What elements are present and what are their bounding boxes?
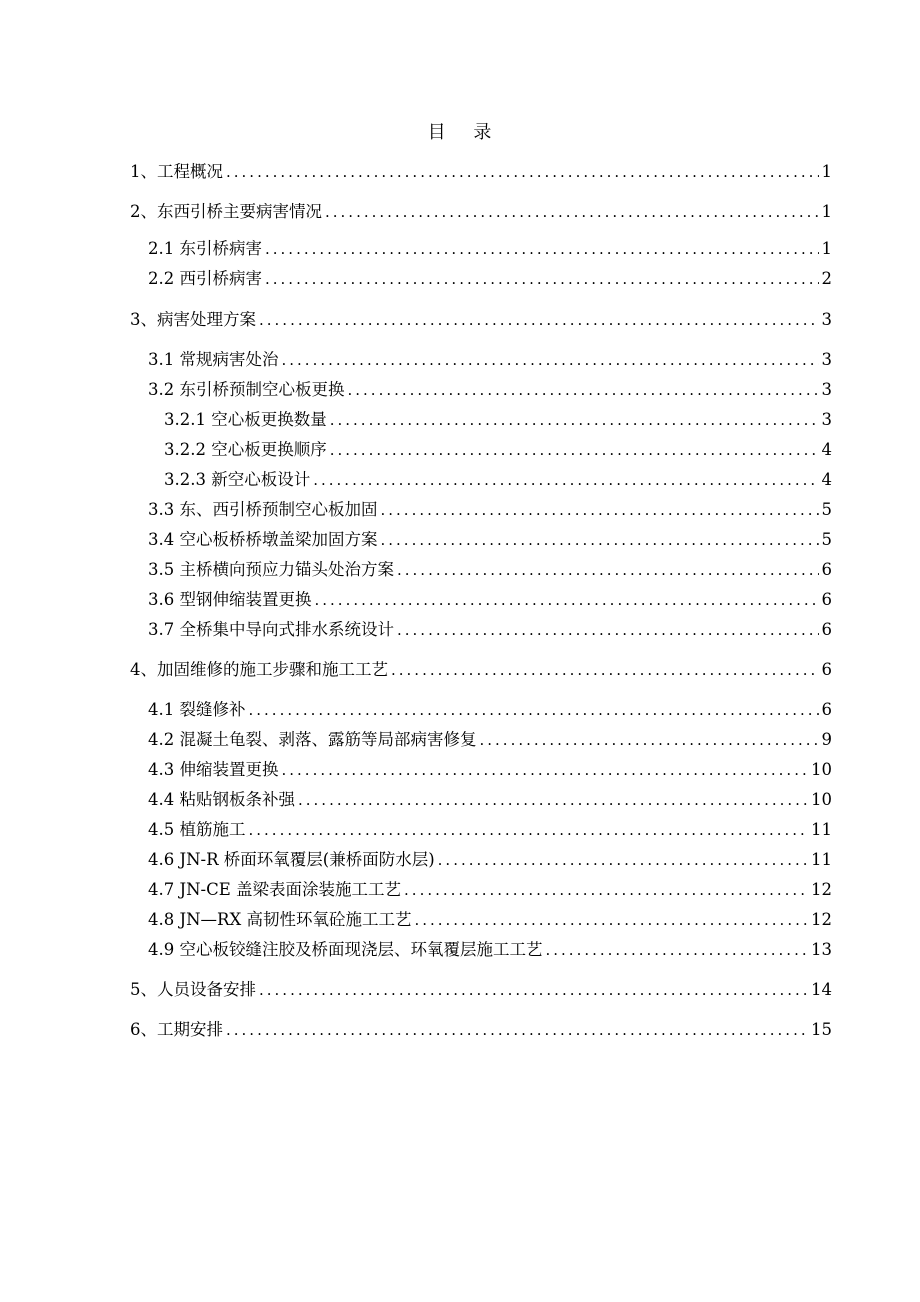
- toc-entry-page: 6: [821, 590, 832, 609]
- toc-entry[interactable]: [148, 758, 832, 782]
- toc-entry[interactable]: [148, 528, 832, 552]
- toc-leader-dots: [391, 658, 819, 682]
- toc-leader-dots: [414, 908, 808, 932]
- toc-entry-page: 14: [811, 980, 832, 999]
- toc-leader-dots: [249, 698, 819, 722]
- toc-entry[interactable]: [164, 468, 832, 492]
- toc-leader-dots: [546, 938, 809, 962]
- toc-entry-label: 3.3 东、西引桥预制空心板加固: [148, 500, 378, 519]
- toc-entry-label: 3.7 全桥集中导向式排水系统设计: [148, 620, 394, 639]
- toc-entry-page: 5: [821, 500, 832, 519]
- toc-entry-label: 4.3 伸缩装置更换: [148, 760, 279, 779]
- toc-entry-page: 15: [811, 1020, 832, 1039]
- toc-entry-label: 3.2.3 新空心板设计: [164, 470, 311, 489]
- toc-entry[interactable]: [148, 267, 832, 291]
- toc-leader-dots: [397, 618, 819, 642]
- toc-entry[interactable]: [148, 848, 832, 872]
- toc-entry[interactable]: [130, 658, 832, 682]
- toc-entry-page: 10: [811, 760, 832, 779]
- toc-entry-label: 3、病害处理方案: [130, 310, 256, 329]
- toc-entry-page: 12: [811, 880, 832, 899]
- toc-entry[interactable]: [148, 728, 832, 752]
- toc-entry-page: 12: [811, 910, 832, 929]
- toc-leader-dots: [259, 308, 819, 332]
- toc-entry[interactable]: [148, 788, 832, 812]
- toc-entry-page: 2: [821, 269, 832, 288]
- toc-entry-label: 2、东西引桥主要病害情况: [130, 202, 322, 221]
- toc-entry-page: 5: [821, 530, 832, 549]
- toc-entry-page: 1: [821, 202, 832, 221]
- toc-entry-page: 3: [821, 380, 832, 399]
- toc-entry-label: 5、人员设备安排: [130, 980, 256, 999]
- toc-entry-label: 3.2.1 空心板更换数量: [164, 410, 327, 429]
- toc-entry-label: 3.2 东引桥预制空心板更换: [148, 380, 345, 399]
- toc-entry-page: 11: [811, 850, 832, 869]
- toc-leader-dots: [330, 408, 819, 432]
- toc-entry-page: 11: [811, 820, 832, 839]
- toc-entry[interactable]: [164, 408, 832, 432]
- toc-entry-label: 6、工期安排: [130, 1020, 223, 1039]
- toc-entry[interactable]: [164, 438, 832, 462]
- toc-entry[interactable]: [130, 978, 832, 1002]
- toc-leader-dots: [226, 1018, 808, 1042]
- toc-leader-dots: [282, 348, 819, 372]
- toc-entry-page: 6: [821, 620, 832, 639]
- toc-entry-page: 4: [821, 470, 832, 489]
- toc-entry-label: 4.1 裂缝修补: [148, 700, 246, 719]
- toc-entry[interactable]: [148, 237, 832, 261]
- toc-entry-page: 13: [811, 940, 832, 959]
- toc-entry-page: 6: [821, 560, 832, 579]
- toc-entry-label: 4.7 JN-CE 盖梁表面涂装施工工艺: [148, 880, 402, 899]
- toc-entry-page: 4: [821, 440, 832, 459]
- toc-leader-dots: [226, 160, 819, 184]
- toc-entry[interactable]: [130, 200, 832, 224]
- toc-leader-dots: [330, 438, 819, 462]
- toc-leader-dots: [315, 588, 819, 612]
- toc-entry-page: 3: [821, 410, 832, 429]
- toc-entry[interactable]: [148, 498, 832, 522]
- toc-entry-page: 9: [821, 730, 832, 749]
- toc-entry-label: 4.5 植筋施工: [148, 820, 246, 839]
- toc-entry-label: 2.1 东引桥病害: [148, 239, 262, 258]
- toc-entry-page: 1: [821, 162, 832, 181]
- toc-entry-label: 3.2.2 空心板更换顺序: [164, 440, 327, 459]
- toc-entry[interactable]: [148, 878, 832, 902]
- toc-entry-label: 3.6 型钢伸缩装置更换: [148, 590, 312, 609]
- toc-entry-page: 6: [821, 660, 832, 679]
- toc-entry[interactable]: [130, 308, 832, 332]
- toc-leader-dots: [313, 468, 818, 492]
- toc-leader-dots: [480, 728, 819, 752]
- toc-leader-dots: [381, 498, 819, 522]
- toc-leader-dots: [298, 788, 808, 812]
- toc-entry[interactable]: [148, 618, 832, 642]
- toc-leader-dots: [381, 528, 819, 552]
- toc-leader-dots: [325, 200, 819, 224]
- toc-entry[interactable]: [130, 1018, 832, 1042]
- toc-entry-page: 6: [821, 700, 832, 719]
- toc-entry[interactable]: [148, 378, 832, 402]
- toc-leader-dots: [282, 758, 809, 782]
- toc-leader-dots: [438, 848, 808, 872]
- toc-entry-label: 3.1 常规病害处治: [148, 350, 279, 369]
- toc-entry[interactable]: [148, 938, 832, 962]
- toc-entry[interactable]: [148, 818, 832, 842]
- toc-entry[interactable]: [148, 588, 832, 612]
- toc-entry-label: 4.4 粘贴钢板条补强: [148, 790, 295, 809]
- toc-entry-label: 3.5 主桥横向预应力锚头处治方案: [148, 560, 394, 579]
- toc-entry[interactable]: [148, 908, 832, 932]
- toc-leader-dots: [259, 978, 808, 1002]
- toc-entry-label: 4、加固维修的施工步骤和施工工艺: [130, 660, 388, 679]
- toc-entry-page: 3: [821, 310, 832, 329]
- toc-entry-page: 10: [811, 790, 832, 809]
- toc-entry-label: 3.4 空心板桥桥墩盖梁加固方案: [148, 530, 378, 549]
- toc-leader-dots: [348, 378, 819, 402]
- toc-entry[interactable]: [130, 160, 832, 184]
- toc-leader-dots: [265, 267, 819, 291]
- toc-leader-dots: [404, 878, 808, 902]
- toc-entry-label: 4.6 JN-R 桥面环氧覆层(兼桥面防水层): [148, 850, 435, 869]
- toc-entry[interactable]: [148, 348, 832, 372]
- toc-entry-label: 4.2 混凝土龟裂、剥落、露筋等局部病害修复: [148, 730, 477, 749]
- toc-entry-page: 1: [821, 239, 832, 258]
- toc-leader-dots: [249, 818, 809, 842]
- toc-entry[interactable]: [148, 698, 832, 722]
- toc-entry-label: 1、工程概况: [130, 162, 223, 181]
- toc-entry-label: 4.9 空心板铰缝注胶及桥面现浇层、环氧覆层施工工艺: [148, 940, 543, 959]
- toc-entry-page: 3: [821, 350, 832, 369]
- toc-entry-label: 4.8 JN—RX 高韧性环氧砼施工工艺: [148, 910, 412, 929]
- toc-leader-dots: [265, 237, 819, 261]
- toc-entry-label: 2.2 西引桥病害: [148, 269, 262, 288]
- toc-leader-dots: [397, 558, 819, 582]
- toc-entry[interactable]: [148, 558, 832, 582]
- toc-title: 目 录: [427, 122, 493, 143]
